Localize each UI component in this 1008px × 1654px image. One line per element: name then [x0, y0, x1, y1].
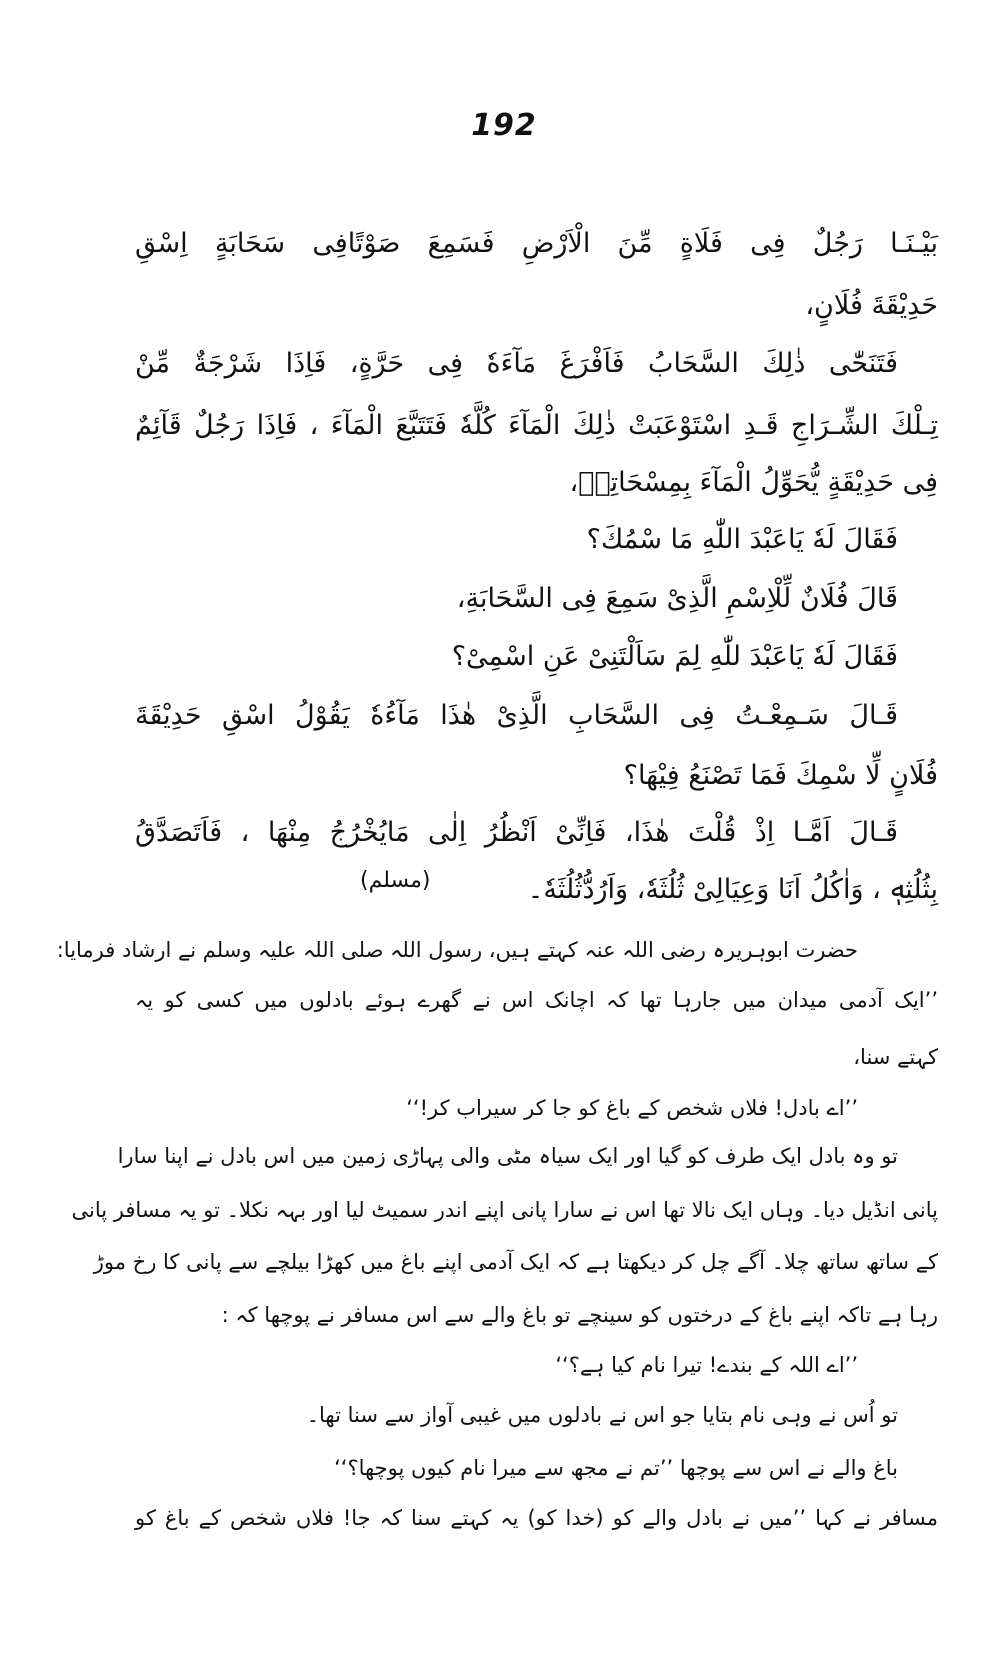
arabic-line-3: فَتَنَحّٰى ذٰلِكَ السَّحَابُ فَاَفْرَغَ مَآءَهٗ فِى حَرَّةٍ، فَاِذَا شَرْجَةٌ مِّنْ: [135, 348, 898, 379]
urdu-line-3: کہتے سنا،: [853, 1045, 938, 1069]
urdu-line-9: ’’اے اللہ کے بندے! تیرا نام کیا ہے؟‘‘: [555, 1353, 858, 1377]
arabic-line-1: بَيْـنَـا رَجُلٌ فِى فَلَاةٍ مِّنَ الْاَرْضِ فَسَمِعَ صَوْتًافِى سَحَابَةٍ اِسْقِ: [135, 228, 938, 259]
urdu-line-4: ’’اے بادل! فلاں شخص کے باغ کو جا کر سیراب کر!‘‘: [406, 1096, 858, 1120]
arabic-line-12: بِثُلُثِهٖ ، وَاٰكُلُ اَنَا وَعِيَالِىْ ثُلُثَهٗ، وَاَرُدُّثُلُثَهٗ۔: [527, 874, 938, 905]
arabic-line-8: فَقَالَ لَهٗ يَاعَبْدَ للّٰهِ لِمَ سَاَلْتَنِىْ عَنِ اسْمِىْ؟: [451, 641, 898, 672]
urdu-line-5: تو وہ بادل ایک طرف کو گیا اور ایک سیاہ مٹی والی پہاڑی زمین میں اس بادل نے اپنا سارا: [117, 1144, 898, 1168]
arabic-line-10: فُلَانٍ لِّا سْمِكَ فَمَا تَصْنَعُ فِيْهَا؟: [623, 760, 938, 791]
arabic-line-7: قَالَ فُلَانٌ لِّلْاِسْمِ الَّذِىْ سَمِعَ فِى السَّحَابَةِ،: [456, 583, 898, 614]
urdu-line-12: مسافر نے کہا ’’میں نے بادل والے کو (خدا کو) یہ کہتے سنا کہ جا! فلاں شخص کے باغ کو: [135, 1506, 938, 1530]
arabic-line-5: فِى حَدِيْقَةٍ يُّحَوِّلُ الْمَآءَ بِمِسْحَاتِهٖ،: [569, 467, 938, 498]
hadith-reference: (مسلم): [360, 868, 431, 893]
urdu-line-11: باغ والے نے اس سے پوچھا ’’تم نے مجھ سے میرا نام کیوں پوچھا؟‘‘: [334, 1456, 898, 1480]
arabic-line-2: حَدِيْقَةَ فُلَانٍ،: [805, 290, 938, 321]
urdu-line-1: حضرت ابوہریرہ رضی اللہ عنہ کہتے ہیں، رسول اللہ صلی اللہ علیہ وسلم نے ارشاد فرمایا:: [56, 938, 858, 962]
urdu-line-8: رہا ہے تاکہ اپنے باغ کے درختوں کو سینچے تو باغ والے سے اس مسافر نے پوچھا کہ :: [221, 1303, 938, 1327]
arabic-line-9: قَـالَ سَـمِعْـتُ فِى السَّحَابِ الَّذِىْ هٰذَا مَآءُهٗ يَقُوْلُ اسْقِ حَدِيْقَةَ: [135, 700, 898, 731]
page-number: 192: [471, 108, 537, 143]
arabic-line-4: تِـلْكَ الشِّـرَاجِ قَـدِ اسْتَوْعَبَتْ ذٰلِكَ الْمَآءَ كُلَّهٗ فَتَتَبَّعَ الْمَآءَ ، فَاِذَا رَجُلٌ قَآئِمٌ: [135, 410, 938, 441]
arabic-line-11: قَـالَ اَمَّـا اِذْ قُلْتَ هٰذَا، فَاِنِّىْ اَنْظُرُ اِلٰى مَايُخْرُجُ مِنْهَا ، فَاَتَصَدَّقُ: [135, 817, 898, 848]
urdu-line-10: تو اُس نے وہی نام بتایا جو اس نے بادلوں میں غیبی آواز سے سنا تھا۔: [306, 1403, 898, 1427]
arabic-line-6: فَقَالَ لَهٗ يَاعَبْدَ اللّٰهِ مَا سْمُكَ؟: [586, 524, 898, 555]
urdu-line-2: ’’ایک آدمی میدان میں جارہا تھا کہ اچانک اس نے گھرے ہوئے بادلوں میں کسی کو یہ: [135, 988, 938, 1012]
urdu-line-6: پانی انڈیل دیا۔ وہاں ایک نالا تھا اس نے سارا پانی اپنے اندر سمیٹ لیا اور بہہ نکلا۔ تو یہ مسافر پانی: [71, 1198, 938, 1222]
urdu-line-7: کے ساتھ ساتھ چلا۔ آگے چل کر دیکھتا ہے کہ ایک آدمی اپنے باغ میں کھڑا بیلچے سے پانی کا رخ موڑ: [93, 1250, 938, 1274]
